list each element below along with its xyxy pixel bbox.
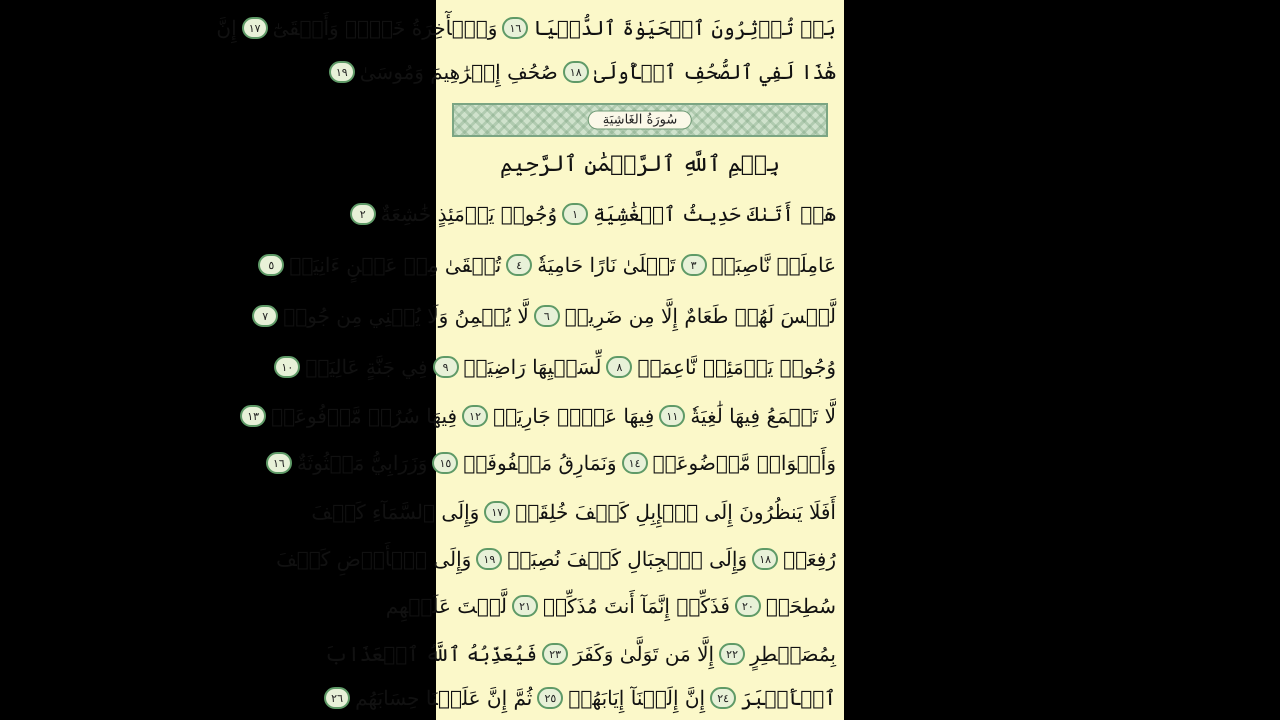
- verse-line: [335, 50, 838, 94]
- ayah-number-marker: ٢٣: [542, 643, 568, 665]
- verse-text: إِنَّ إِلَيۡنَآ إِيَابَهُمۡ: [568, 686, 706, 710]
- ayah-number-marker: ٧: [252, 305, 278, 327]
- verse-text: ٱلۡأَكۡبَرَ: [741, 686, 836, 710]
- verse-text: سُطِحَتۡ: [765, 594, 836, 618]
- mushaf-page: [216, 0, 844, 720]
- verse-text: بَلۡ تُؤۡثِرُونَ ٱلۡحَيَوٰةَ ٱلدُّنۡيَا: [533, 16, 836, 40]
- verse-text: رُفِعَتۡ: [783, 547, 836, 571]
- ayah-number-marker: ١٦: [502, 17, 528, 39]
- verse-text: هَٰذَا لَفِي ٱلصُّحُفِ ٱلۡأُولَىٰ: [593, 60, 836, 84]
- verse-text: وُجُوهٞ يَوۡمَئِذٍ خَٰشِعَةٌ: [380, 202, 558, 226]
- verse-text: إِلَّا مَن تَوَلَّىٰ وَكَفَرَ: [573, 642, 715, 666]
- verse-line: [281, 345, 838, 389]
- verse-text: لَّا يُسۡمِنُ وَلَا يُغۡنِي مِن جُوعٖ: [283, 304, 529, 328]
- verse-text: وَإِلَى ٱلۡجِبَالِ كَيۡفَ نُصِبَتۡ: [507, 547, 748, 571]
- ayah-number-marker: ٣: [681, 254, 707, 276]
- ayah-number-marker: ١٥: [432, 452, 458, 474]
- verse-text: فَيُعَذِّبُهُ ٱللَّهُ ٱلۡعَذَابَ: [324, 642, 538, 666]
- verse-text: أَفَلَا يَنظُرُونَ إِلَى ٱلۡإِبِلِ كَيۡفَ خُلِقَتۡ: [515, 500, 836, 524]
- ayah-number-marker: ١٧: [484, 501, 510, 523]
- ayah-number-marker: ١٩: [329, 61, 355, 83]
- ayah-number-marker: ٢: [350, 203, 376, 225]
- verse-text: عَامِلَةٞ نَّاصِبَةٞ: [711, 253, 836, 277]
- verse-text: تَصۡلَىٰ نَارًا حَامِيَةٗ: [537, 253, 676, 277]
- verse-text: إِنَّ: [216, 16, 237, 40]
- ayah-number-marker: ٢١: [512, 595, 538, 617]
- verse-line: [385, 584, 838, 628]
- ayah-number-marker: ٤: [506, 254, 532, 276]
- ayah-number-marker: ٢٦: [324, 687, 350, 709]
- ayah-number-marker: ١٨: [563, 61, 589, 83]
- verse-line: [262, 294, 838, 338]
- verse-line: [276, 537, 838, 581]
- verse-text: لِّسَعۡيِهَا رَاضِيَةٞ: [463, 355, 602, 379]
- verse-line: [268, 243, 838, 287]
- verse-text: لَّيۡسَ لَهُمۡ طَعَامٌ إِلَّا مِن ضَرِيعٖ: [564, 304, 836, 328]
- verse-text: هَلۡ أَتَىٰكَ حَدِيثُ ٱلۡغَٰشِيَةِ: [593, 202, 836, 226]
- verse-line: [359, 192, 838, 236]
- ayah-number-marker: ١٨: [752, 548, 778, 570]
- verse-line: [311, 490, 838, 534]
- verse-text: فِيهَا عَيۡنٞ جَارِيَةٞ: [493, 404, 655, 428]
- ayah-number-marker: ١٢: [462, 405, 488, 427]
- basmala: بِسۡمِ ٱللَّهِ ٱلرَّحۡمَٰنِ ٱلرَّحِيمِ: [499, 152, 781, 177]
- verse-line: [324, 632, 838, 676]
- ayah-number-marker: ١٠: [274, 356, 300, 378]
- ayah-number-marker: ١٧: [242, 17, 268, 39]
- ayah-number-marker: ٢٥: [537, 687, 563, 709]
- verse-text: فِي جَنَّةٍ عَالِيَةٖ: [305, 355, 428, 379]
- verse-text: ثُمَّ إِنَّ عَلَيۡنَا حِسَابَهُم: [355, 686, 533, 710]
- verse-text: لَّسۡتَ عَلَيۡهِم: [385, 594, 507, 618]
- verse-line: [273, 441, 838, 485]
- ayah-number-marker: ٢٠: [735, 595, 761, 617]
- verse-line: [216, 6, 838, 50]
- surah-header-banner: [452, 103, 828, 137]
- ayah-number-marker: ١٦: [266, 452, 292, 474]
- ayah-number-marker: ١٣: [240, 405, 266, 427]
- verse-text: وَنَمَارِقُ مَصۡفُوفَةٞ: [463, 451, 617, 475]
- verse-text: وَٱلۡأٓخِرَةُ خَيۡرٞ وَأَبۡقَىٰٓ: [272, 16, 498, 40]
- ayah-number-marker: ٢٢: [719, 643, 745, 665]
- verse-text: فَذَكِّرۡ إِنَّمَآ أَنتَ مُذَكِّرٞ: [542, 594, 730, 618]
- ayah-number-marker: ١٤: [622, 452, 648, 474]
- verse-text: وُجُوهٞ يَوۡمَئِذٖ نَّاعِمَةٞ: [637, 355, 836, 379]
- ayah-number-marker: ٨: [606, 356, 632, 378]
- verse-line: [331, 676, 838, 720]
- ayah-number-marker: ٩: [433, 356, 459, 378]
- verse-text: وَإِلَى ٱلۡأَرۡضِ كَيۡفَ: [276, 547, 472, 571]
- ayah-number-marker: ٥: [258, 254, 284, 276]
- verse-text: لَّا تَسۡمَعُ فِيهَا لَٰغِيَةٗ: [690, 404, 836, 428]
- verse-text: صُحُفِ إِبۡرَٰهِيمَ وَمُوسَىٰ: [359, 60, 558, 84]
- verse-text: وَأَكۡوَابٞ مَّوۡضُوعَةٞ: [652, 451, 836, 475]
- ayah-number-marker: ٢٤: [710, 687, 736, 709]
- verse-text: بِمُصَيۡطِرٍ: [750, 642, 836, 666]
- verse-text: وَزَرَابِيُّ مَبۡثُوثَةٌ: [296, 451, 428, 475]
- ayah-number-marker: ١٩: [476, 548, 502, 570]
- verse-line: [247, 394, 838, 438]
- ayah-number-marker: ٦: [534, 305, 560, 327]
- surah-title: سُورَةُ الغَاشِيَةِ: [588, 111, 692, 130]
- verse-text: فِيهَا سُرُرٞ مَّرۡفُوعَةٞ: [271, 404, 458, 428]
- verse-text: وَإِلَى ٱلسَّمَآءِ كَيۡفَ: [311, 500, 480, 524]
- verse-text: تُسۡقَىٰ مِنۡ عَيۡنٍ ءَانِيَةٖ: [289, 253, 502, 277]
- ayah-number-marker: ١١: [659, 405, 685, 427]
- ayah-number-marker: ١: [562, 203, 588, 225]
